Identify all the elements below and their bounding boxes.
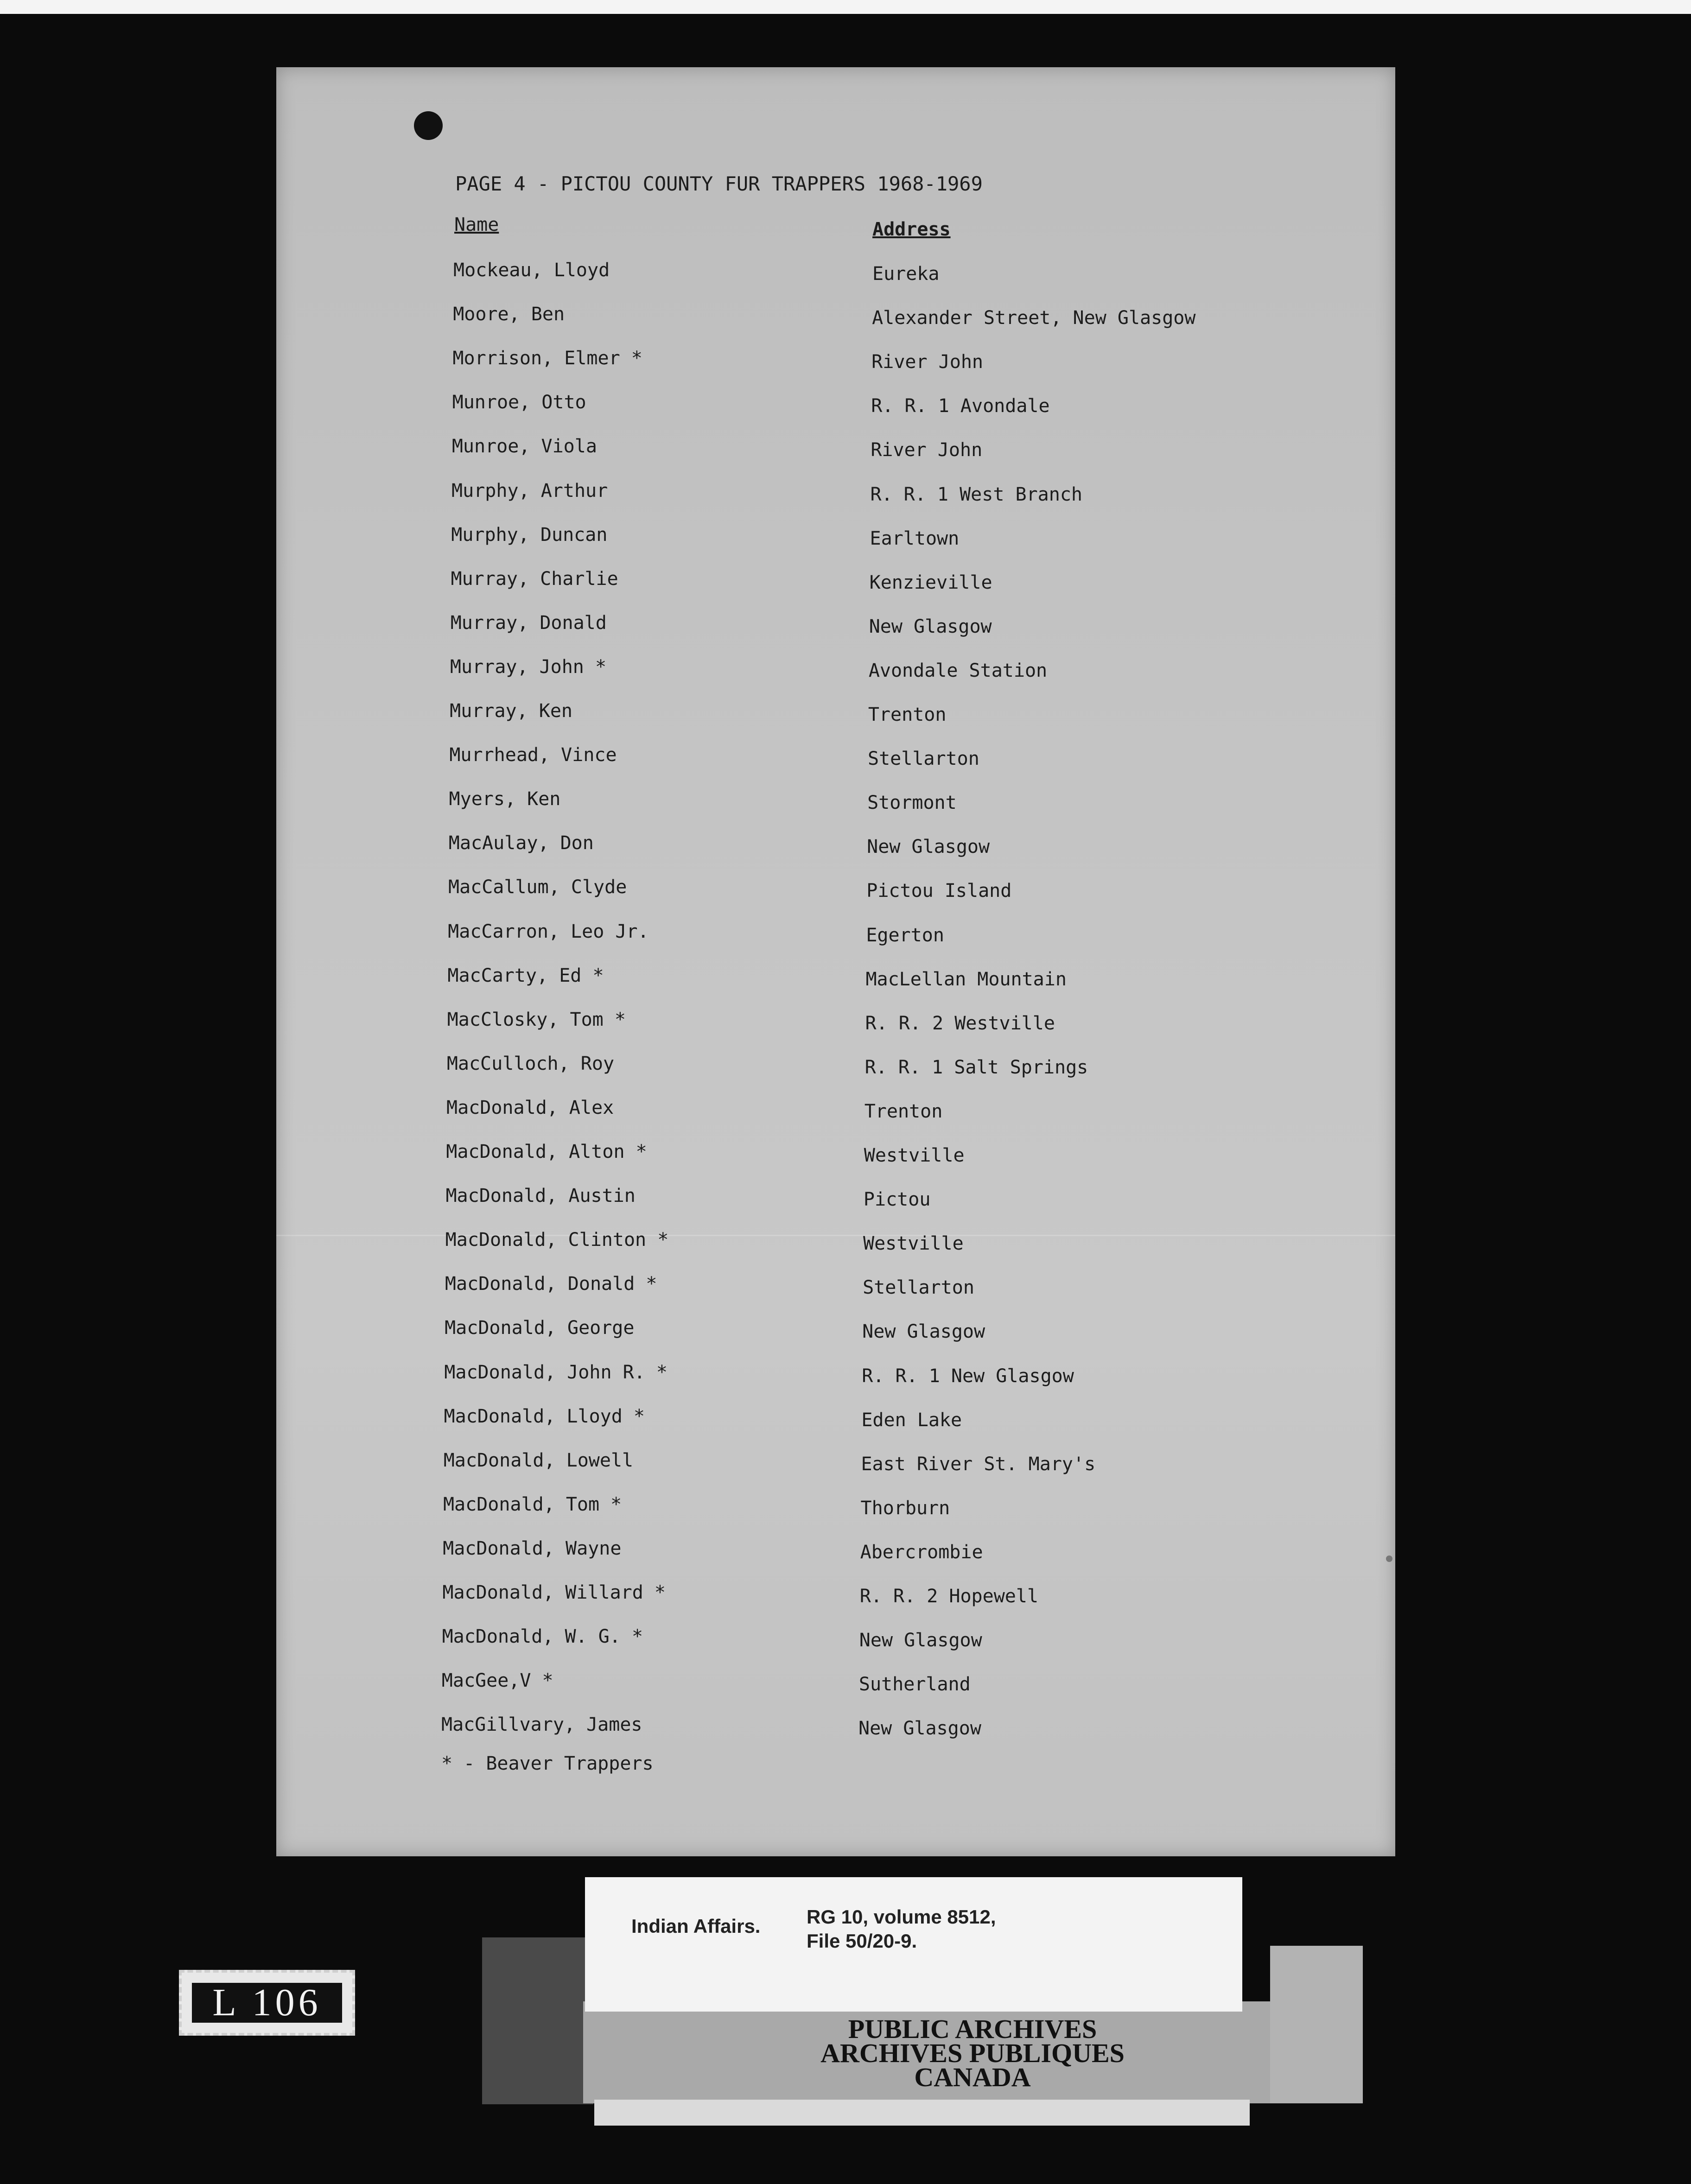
trapper-address: Trenton [864,1100,943,1122]
trapper-name: Morrison, Elmer * [452,348,642,369]
slip-shadow [482,1937,593,2104]
trapper-address: East River St. Mary's [861,1453,1096,1475]
trapper-name: MacGee,V * [441,1670,553,1692]
trapper-name: Murray, Donald [450,612,607,634]
trapper-name: MacDonald, Willard * [442,1582,666,1603]
trapper-address: Eureka [872,263,940,285]
trapper-address: Stellarton [863,1277,974,1299]
trapper-name: MacDonald, Lloyd * [444,1405,645,1427]
trapper-name: Munroe, Viola [451,436,597,457]
trapper-name: MacDonald, Alton * [446,1141,647,1162]
trapper-name: MacDonald, Donald * [445,1273,657,1295]
trapper-address: New Glasgow [867,836,990,858]
trapper-name: Moore, Ben [453,304,565,325]
trapper-name: MacDonald, Austin [445,1185,636,1207]
trapper-address: Alexander Street, New Glasgow [872,307,1196,329]
stamp-archives-publiques: ARCHIVES PUBLIQUES [820,2038,1125,2068]
trapper-name: MacCallum, Clyde [448,876,627,898]
trapper-address: Westville [864,1145,965,1166]
trapper-name: Murray, Ken [450,700,573,722]
stamp-canada: CANADA [914,2062,1031,2092]
trapper-address: River John [871,439,983,461]
column-header-address: Address [872,219,951,240]
trapper-name: MacAulay, Don [448,832,594,854]
trapper-name: Myers, Ken [449,788,561,810]
trapper-name: MacDonald, John R. * [444,1361,668,1383]
trapper-address: R. R. 1 New Glasgow [862,1365,1074,1387]
trapper-address: R. R. 1 Salt Springs [865,1056,1088,1078]
trapper-name: MacDonald, W. G. * [442,1626,643,1648]
trapper-name: MacDonald, Alex [446,1097,614,1118]
trapper-address: MacLellan Mountain [865,968,1067,990]
trapper-address: Eden Lake [861,1409,962,1431]
trapper-address: Trenton [868,704,947,725]
bottom-slip [594,2100,1250,2126]
trapper-name: MacDonald, Clinton * [445,1229,669,1251]
trapper-address: Kenzieville [869,571,992,593]
trapper-name: MacCarty, Ed * [447,965,604,986]
trapper-address: New Glasgow [862,1321,985,1343]
footnote-beaver-trappers: * - Beaver Trappers [441,1753,654,1774]
slip-source: Indian Affairs. [631,1915,761,1937]
trapper-address: Pictou Island [866,880,1012,902]
trapper-name: Murphy, Arthur [451,480,608,502]
trapper-address: New Glasgow [859,1630,982,1651]
trapper-address: New Glasgow [869,616,992,637]
column-header-name: Name [454,214,499,235]
film-frame-number: L 106 [192,1983,342,2023]
trapper-address: Egerton [866,924,944,946]
trapper-address: Abercrombie [860,1541,983,1563]
film-frame-tag [179,1970,355,2036]
trapper-address: R. R. 1 Avondale [871,395,1050,417]
trapper-name: MacGillvary, James [441,1714,642,1736]
trapper-address: R. R. 2 Hopewell [859,1586,1039,1607]
trapper-address: R. R. 1 West Branch [870,483,1082,505]
trapper-address: Pictou [863,1189,931,1211]
trapper-address: Thorburn [860,1497,950,1519]
trapper-address: Sutherland [858,1674,971,1695]
slip-reference-line1: RG 10, volume 8512, [807,1906,996,1928]
slip-reference-line2: File 50/20-9. [807,1930,917,1952]
trapper-name: MacDonald, Lowell [443,1449,634,1471]
trapper-address: Stormont [867,792,957,814]
trapper-address: New Glasgow [858,1718,981,1740]
trapper-name: Munroe, Otto [452,392,586,413]
fold-line [276,1235,1395,1236]
trapper-name: MacClosky, Tom * [447,1009,626,1030]
film-top-edge [0,0,1691,14]
trapper-address: River John [871,351,983,373]
trapper-address: Avondale Station [868,660,1048,681]
trapper-address: Stellarton [867,748,979,770]
trapper-name: MacCarron, Leo Jr. [448,921,649,942]
trapper-address: Earltown [870,527,960,549]
document-title: PAGE 4 - PICTOU COUNTY FUR TRAPPERS 1968-1969 [455,172,983,195]
stamp-public-archives: PUBLIC ARCHIVES [848,2014,1097,2044]
trapper-address: Westville [863,1233,964,1255]
trapper-name: MacDonald, Tom * [443,1493,622,1515]
trapper-name: MacDonald, George [445,1317,635,1339]
punch-hole [414,111,443,140]
trapper-name: Murrhead, Vince [449,744,617,766]
trapper-name: MacCulloch, Roy [446,1053,615,1074]
trapper-name: Mockeau, Lloyd [453,260,610,281]
trapper-name: Murray, John * [450,656,607,678]
trapper-address: R. R. 2 Westville [865,1012,1055,1034]
trapper-name: Murphy, Duncan [451,524,608,546]
trapper-name: Murray, Charlie [451,568,618,590]
trapper-name: MacDonald, Wayne [443,1537,622,1559]
edge-mark [1386,1555,1392,1562]
